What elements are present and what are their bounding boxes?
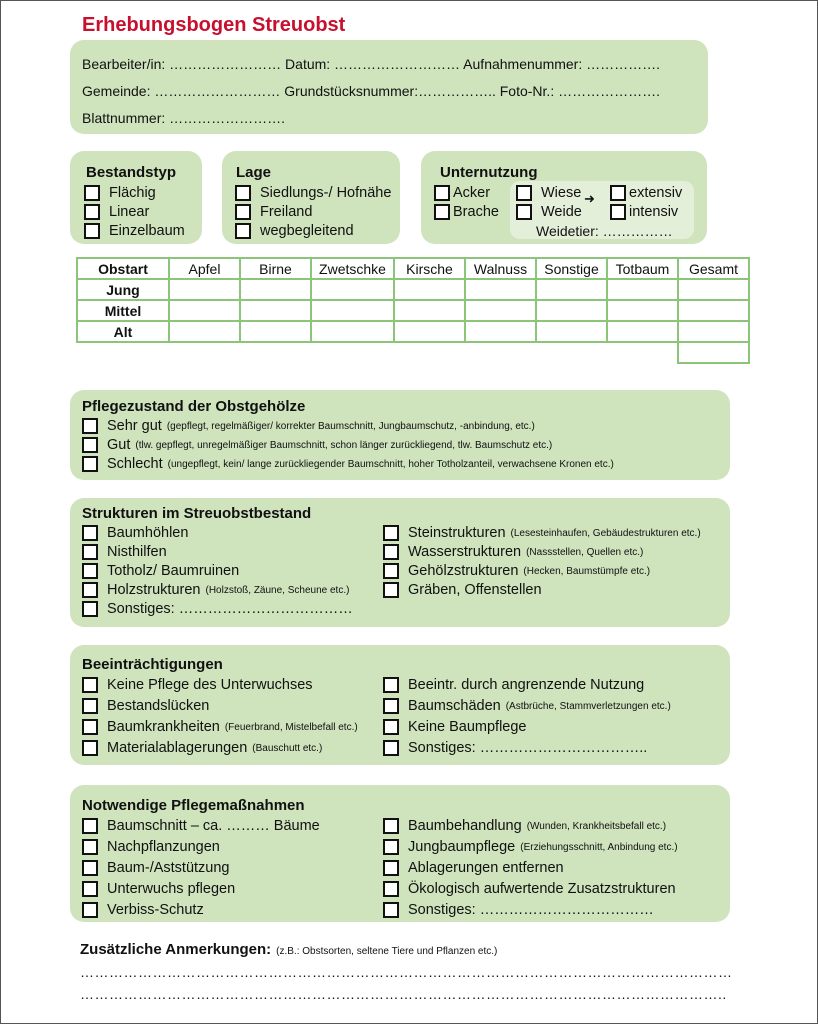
beeintraechtigungen-option[interactable]: Keine Baumpflege: [383, 719, 527, 735]
table-header-cell: Walnuss: [465, 258, 536, 279]
checkbox[interactable]: [383, 839, 399, 855]
strukturen-option[interactable]: Gräben, Offenstellen: [383, 582, 542, 598]
checkbox[interactable]: [383, 698, 399, 714]
pflegezustand-option[interactable]: Gut (tlw. gepflegt, unregelmäßiger Baumschnitt, schon länger zurückliegend, tlw. Baumschutz etc.): [82, 437, 552, 453]
table-cell[interactable]: [394, 321, 465, 342]
table-cell[interactable]: [169, 279, 240, 300]
pflegemassnahmen-option[interactable]: Unterwuchs pflegen: [82, 881, 235, 897]
row-label: Jung: [77, 279, 169, 300]
strukturen-option[interactable]: Gehölzstrukturen (Hecken, Baumstümpfe etc.): [383, 563, 650, 579]
pflegezustand-option[interactable]: Schlecht (ungepflegt, kein/ lange zurückliegender Baumschnitt, hoher Totholzanteil, verwachsene Kronen etc.): [82, 456, 614, 472]
table-header-cell: Obstart: [77, 258, 169, 279]
checkbox[interactable]: [383, 544, 399, 560]
checkbox[interactable]: [610, 204, 626, 220]
checkbox[interactable]: [235, 223, 251, 239]
bestandstyp-option[interactable]: Einzelbaum: [84, 223, 185, 239]
pflegemassnahmen-option[interactable]: Nachpflanzungen: [82, 839, 220, 855]
table-total-row: [77, 342, 749, 363]
table-cell[interactable]: [678, 321, 749, 342]
strukturen-option[interactable]: Sonstiges: ………………………………: [82, 601, 353, 617]
obstart-table: [76, 257, 750, 364]
checkbox[interactable]: [235, 185, 251, 201]
checkbox[interactable]: [82, 677, 98, 693]
strukturen-option[interactable]: Baumhöhlen: [82, 525, 188, 541]
table-header-cell: Gesamt: [678, 258, 749, 279]
strukturen-option[interactable]: Steinstrukturen (Lesesteinhaufen, Gebäudestrukturen etc.): [383, 525, 701, 541]
checkbox[interactable]: [235, 204, 251, 220]
pflegemassnahmen-option[interactable]: Baum-/Aststützung: [82, 860, 230, 876]
anmerkungen-line-2[interactable]: ……………………………………………………………………………………………………………………..: [80, 986, 727, 1002]
beeintraechtigungen-option[interactable]: Baumkrankheiten (Feuerbrand, Mistelbefall etc.): [82, 719, 358, 735]
table-cell[interactable]: [607, 300, 678, 321]
pflegemassnahmen-option[interactable]: Baumbehandlung (Wunden, Krankheitsbefall etc.): [383, 818, 666, 834]
table-cell[interactable]: [311, 300, 394, 321]
checkbox[interactable]: [383, 902, 399, 918]
checkbox[interactable]: [82, 544, 98, 560]
checkbox[interactable]: [383, 860, 399, 876]
checkbox[interactable]: [383, 719, 399, 735]
checkbox[interactable]: [516, 185, 532, 201]
strukturen-option[interactable]: Nisthilfen: [82, 544, 167, 560]
unternutzung-option[interactable]: intensiv: [610, 204, 678, 220]
checkbox[interactable]: [82, 418, 98, 434]
checkbox[interactable]: [82, 437, 98, 453]
anmerkungen-title: Zusätzliche Anmerkungen: (z.B.: Obstsorten, seltene Tiere und Pflanzen etc.): [80, 941, 498, 958]
checkbox[interactable]: [610, 185, 626, 201]
unternutzung-option[interactable]: Wiese: [516, 185, 581, 201]
checkbox[interactable]: [82, 860, 98, 876]
checkbox[interactable]: [82, 698, 98, 714]
form-title: Erhebungsbogen Streuobst: [82, 14, 346, 36]
table-row: [77, 321, 749, 342]
beeintraechtigungen-option[interactable]: Bestandslücken: [82, 698, 209, 714]
unternutzung-option[interactable]: extensiv: [610, 185, 682, 201]
checkbox[interactable]: [82, 525, 98, 541]
row-label: Mittel: [77, 300, 169, 321]
pflegemassnahmen-option[interactable]: Ablagerungen entfernen: [383, 860, 564, 876]
table-cell[interactable]: [240, 300, 311, 321]
table-header-cell: Zwetschke: [311, 258, 394, 279]
table-cell[interactable]: [311, 321, 394, 342]
checkbox[interactable]: [82, 881, 98, 897]
pflegezustand-title: Pflegezustand der Obstgehölze: [82, 398, 306, 415]
checkbox[interactable]: [82, 582, 98, 598]
pflegemassnahmen-option[interactable]: Verbiss-Schutz: [82, 902, 204, 918]
strukturen-option[interactable]: Holzstrukturen (Holzstoß, Zäune, Scheune etc.): [82, 582, 349, 598]
checkbox[interactable]: [383, 563, 399, 579]
table-cell[interactable]: [465, 279, 536, 300]
unternutzung-option[interactable]: Weide: [516, 204, 582, 220]
header-line-1[interactable]: Bearbeiter/in: …………………… Datum: ……………………… Aufnahmenummer: …………….: [82, 56, 661, 72]
beeintraechtigungen-option[interactable]: Materialablagerungen (Bauschutt etc.): [82, 740, 322, 756]
table-header-cell: Sonstige: [536, 258, 607, 279]
checkbox[interactable]: [82, 563, 98, 579]
header-line-2[interactable]: Gemeinde: ……………………… Grundstücksnummer:…………….. Foto-Nr.: ………………….: [82, 83, 660, 99]
unternutzung-option[interactable]: Brache: [434, 204, 499, 220]
pflegemassnahmen-option[interactable]: Baumschnitt – ca. ……… Bäume: [82, 818, 320, 834]
table-cell[interactable]: [678, 279, 749, 300]
table-header-cell: Apfel: [169, 258, 240, 279]
pflegemassnahmen-option[interactable]: Sonstiges: ………………………………: [383, 902, 654, 918]
beeintraechtigungen-option[interactable]: Beeintr. durch angrenzende Nutzung: [383, 677, 644, 693]
strukturen-option[interactable]: Totholz/ Baumruinen: [82, 563, 239, 579]
bestandstyp-option[interactable]: Linear: [84, 204, 149, 220]
checkbox[interactable]: [82, 601, 98, 617]
checkbox[interactable]: [82, 719, 98, 735]
pflegemassnahmen-option[interactable]: Jungbaumpflege (Erziehungsschnitt, Anbindung etc.): [383, 839, 678, 855]
checkbox[interactable]: [82, 818, 98, 834]
lage-option[interactable]: Freiland: [235, 204, 312, 220]
table-cell[interactable]: [536, 321, 607, 342]
table-cell[interactable]: [536, 300, 607, 321]
pflegezustand-option[interactable]: Sehr gut (gepflegt, regelmäßiger/ korrekter Baumschnitt, Jungbaumschutz, -anbindung, etc.): [82, 418, 535, 434]
table-cell[interactable]: [169, 300, 240, 321]
checkbox[interactable]: [82, 740, 98, 756]
checkbox[interactable]: [383, 881, 399, 897]
checkbox[interactable]: [82, 902, 98, 918]
table-row: [77, 300, 749, 321]
checkbox[interactable]: [82, 456, 98, 472]
checkbox[interactable]: [383, 525, 399, 541]
checkbox[interactable]: [84, 185, 100, 201]
checkbox[interactable]: [383, 740, 399, 756]
anmerkungen-line-1[interactable]: ………………………………………………………………………………………………………………………: [80, 964, 733, 980]
checkbox[interactable]: [434, 204, 450, 220]
table-cell[interactable]: [394, 279, 465, 300]
table-cell[interactable]: [394, 300, 465, 321]
weidetier-field[interactable]: Weidetier: ……………: [536, 223, 673, 239]
checkbox[interactable]: [383, 582, 399, 598]
lage-title: Lage: [236, 164, 272, 181]
table-cell[interactable]: [678, 300, 749, 321]
beeintraechtigungen-option[interactable]: Keine Pflege des Unterwuchses: [82, 677, 313, 693]
checkbox[interactable]: [383, 677, 399, 693]
unternutzung-title: Unternutzung: [440, 164, 538, 181]
checkbox[interactable]: [84, 223, 100, 239]
bestandstyp-title: Bestandstyp: [86, 164, 177, 181]
table-cell[interactable]: [240, 321, 311, 342]
strukturen-title: Strukturen im Streuobstbestand: [82, 505, 312, 522]
table-cell[interactable]: [607, 279, 678, 300]
checkbox[interactable]: [82, 839, 98, 855]
table-header-row: [77, 258, 749, 279]
table-cell[interactable]: [465, 300, 536, 321]
checkbox[interactable]: [434, 185, 450, 201]
row-label: Alt: [77, 321, 169, 342]
lage-option[interactable]: Siedlungs-/ Hofnähe: [235, 185, 391, 201]
checkbox[interactable]: [516, 204, 532, 220]
bestandstyp-option[interactable]: Flächig: [84, 185, 156, 201]
pflegemassnahmen-option[interactable]: Ökologisch aufwertende Zusatzstrukturen: [383, 881, 676, 897]
checkbox[interactable]: [84, 204, 100, 220]
table-cell[interactable]: [311, 279, 394, 300]
table-cell[interactable]: [465, 321, 536, 342]
table-header-cell: Totbaum: [607, 258, 678, 279]
lage-option[interactable]: wegbegleitend: [235, 223, 354, 239]
table-header-cell: Birne: [240, 258, 311, 279]
unternutzung-option[interactable]: Acker: [434, 185, 490, 201]
table-cell[interactable]: [240, 279, 311, 300]
table-header-cell: Kirsche: [394, 258, 465, 279]
beeintraechtigungen-option[interactable]: Sonstiges: ……………………………..: [383, 740, 647, 756]
checkbox[interactable]: [383, 818, 399, 834]
strukturen-option[interactable]: Wasserstrukturen (Nassstellen, Quellen etc.): [383, 544, 643, 560]
pflegemassnahmen-title: Notwendige Pflegemaßnahmen: [82, 797, 305, 814]
table-row: [77, 279, 749, 300]
total-cell[interactable]: [678, 342, 749, 363]
header-line-3[interactable]: Blattnummer: …………………….: [82, 110, 286, 126]
table-cell[interactable]: [536, 279, 607, 300]
arrow-right-icon: ➜: [584, 191, 595, 206]
beeintraechtigungen-title: Beeinträchtigungen: [82, 656, 223, 673]
table-cell[interactable]: [607, 321, 678, 342]
beeintraechtigungen-option[interactable]: Baumschäden (Astbrüche, Stammverletzungen etc.): [383, 698, 671, 714]
table-cell[interactable]: [169, 321, 240, 342]
